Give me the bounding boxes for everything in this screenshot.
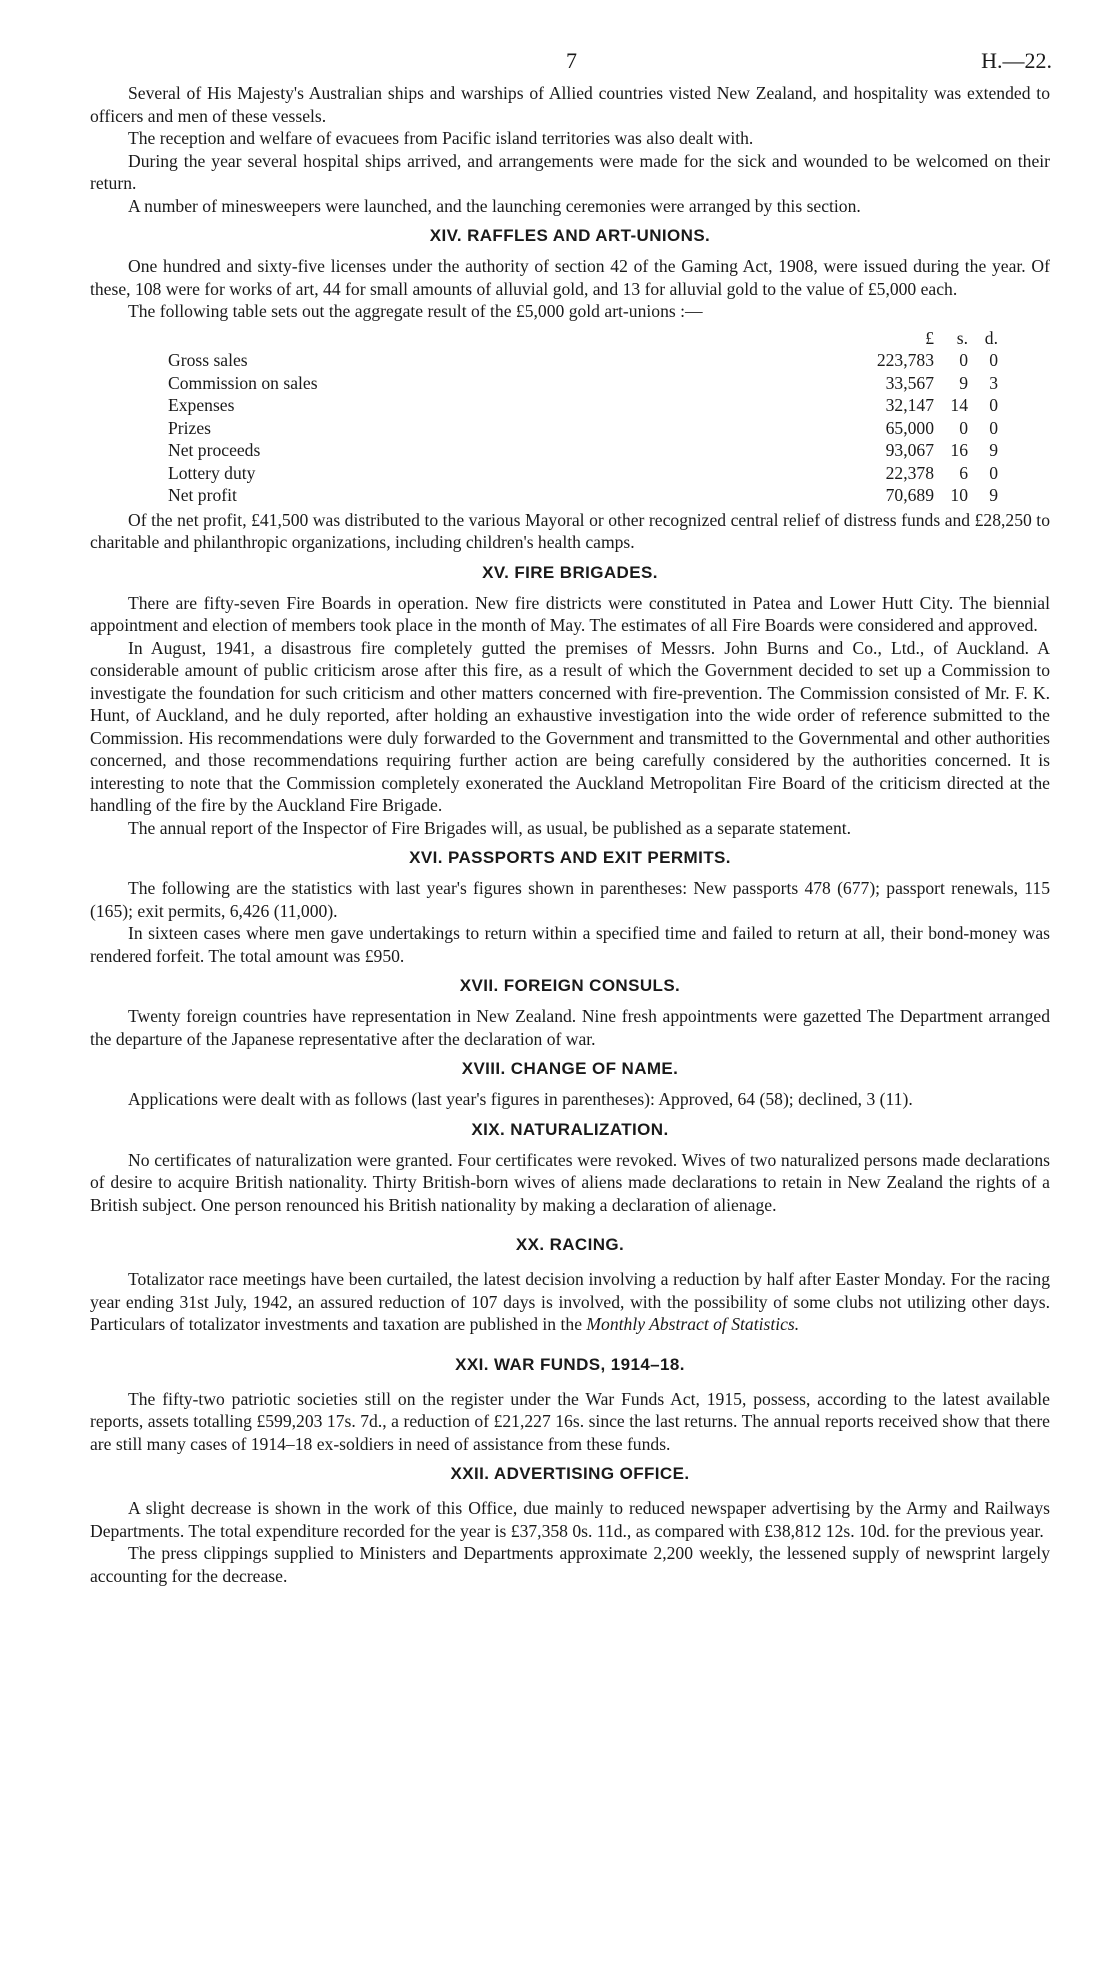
pounds-value: 33,567: [885, 372, 934, 393]
pence-value: 0: [989, 417, 998, 438]
section-heading: XX. RACING.: [515, 1235, 625, 1254]
intro-section: [90, 82, 1050, 217]
pence-value: 0: [989, 462, 998, 483]
paragraph: The fifty-two patriotic societies still on the register under the War Funds Act, 1915, possess, according to the latest available reports, assets totalling £599,203 17s. 7d., a reduction of £21,227 16s. since the last returns. The annual reports received show that there are still many cases of 1914–18 ex-soldiers in need of assistance from these funds.: [90, 1388, 1050, 1454]
pounds-value: 70,689: [885, 485, 934, 505]
intro-paragraph: Several of His Majesty's Australian ships and warships of Allied countries visted New Zealand, and hospitality was extended to officers and men of these vessels.: [90, 83, 1050, 126]
row-label: Commission on sales: [168, 372, 318, 393]
paragraph: The following table sets out the aggregate result of the £5,000 gold art-unions :—: [128, 301, 703, 321]
pounds-value: 93,067: [885, 440, 934, 460]
paragraph: One hundred and sixty-five licenses under the authority of section 42 of the Gaming Act, 1908, were issued during the year. Of these, 108 were for works of art, 44 for small amounts of alluvial gold, and 13 for alluvial gold to the value of £5,000 each.: [90, 256, 1050, 299]
section-heading: XV. FIRE BRIGADES.: [482, 562, 658, 582]
table-row: [168, 394, 998, 417]
shillings-value: 6: [959, 462, 968, 483]
pounds-value: 22,378: [885, 462, 934, 483]
section-heading: XVI. PASSPORTS AND EXIT PERMITS.: [409, 848, 731, 867]
shillings-value: 10: [950, 485, 968, 505]
paragraph: In August, 1941, a disastrous fire completely gutted the premises of Messrs. John Burns and Co., Ltd., of Auckland. A considerable amount of public criticism arose after this fire, as a result of which the Government decided to set up a Commission to investigate the foundation for such criticism and other matters concerned with fire-prevention. The Commission consisted of Mr. F. K. Hunt, of Auckland, and he duly reported, after holding an exhaustive investigation into the wide order of reference submitted to the Commission. His recommendations were duly forwarded to the Government and transmitted to the Governmental and other authorities concerned, and those recommendations requiring further action are being carefully considered by the authorities concerned. It is interesting to note that the Commission completely exonerated the Auckland Metropolitan Fire Board of the criticism directed at the handling of the fire by the Auckland Fire Brigade.: [90, 637, 1050, 815]
table-row: [168, 372, 998, 395]
section-heading: XIV. RAFFLES AND ART-UNIONS.: [429, 226, 711, 245]
table-row: [168, 439, 998, 462]
document-reference: H.—22.: [981, 48, 1052, 73]
intro-paragraph: During the year several hospital ships arrived, and arrangements were made for the sick and wounded to be welcomed on their return.: [90, 150, 1050, 193]
paragraph: In sixteen cases where men gave undertakings to return within a specified time and failed to return at all, their bond-money was rendered forfeit. The total amount was £950.: [90, 923, 1050, 966]
pence-value: 0: [989, 395, 998, 415]
row-label: Gross sales: [168, 350, 248, 370]
row-label: Expenses: [168, 395, 235, 415]
text-run: Totalizator race meetings have been curtailed, the latest decision involving a reduction by half after Easter Monday. For the racing year ending 31st July, 1942, an assured reduction of 107 days is involved, with the possibility of some clubs not utilizing other days. Particulars of totalizator investments and taxation are published in the: [90, 1269, 1050, 1334]
page-header: [90, 48, 1050, 82]
section-heading: XVII. FOREIGN CONSULS.: [459, 976, 681, 995]
pounds-header: £: [925, 327, 934, 348]
shillings-value: 9: [959, 372, 968, 393]
section-war-funds: [90, 1354, 1050, 1456]
table-row: [168, 484, 998, 507]
pence-value: 9: [989, 440, 998, 460]
paragraph: Applications were dealt with as follows (last year's figures in parentheses): Approved, 64 (58); declined, 3 (11).: [128, 1089, 913, 1109]
table-row: [168, 349, 998, 372]
table-row: [168, 462, 998, 485]
section-heading: XVIII. CHANGE OF NAME.: [461, 1059, 679, 1078]
intro-paragraph: A number of minesweepers were launched, and the launching ceremonies were arranged by this section.: [128, 195, 861, 216]
section-heading: XXI. WAR FUNDS, 1914–18.: [455, 1354, 685, 1374]
section-advertising-office: [90, 1463, 1050, 1587]
paragraph: [90, 1268, 1050, 1336]
paragraph: There are fifty-seven Fire Boards in operation. New fire districts were constituted in Patea and Lower Hutt City. The biennial appointment and election of members took place in the month of May. The estimates of all Fire Boards were considered and approved.: [90, 592, 1050, 635]
paragraph: The following are the statistics with last year's figures shown in parentheses: New passports 478 (677); passport renewals, 115 (165); exit permits, 6,426 (11,000).: [90, 878, 1050, 921]
section-passports: [90, 847, 1050, 967]
table-header-row: [168, 327, 998, 350]
paragraph: The annual report of the Inspector of Fire Brigades will, as usual, be published as a separate statement.: [128, 817, 852, 838]
row-label: Net profit: [168, 485, 237, 505]
page-number: 7: [566, 48, 577, 73]
section-naturalization: [90, 1119, 1050, 1217]
shillings-value: 16: [950, 440, 968, 460]
section-fire-brigades: [90, 562, 1050, 840]
intro-paragraph: The reception and welfare of evacuees from Pacific island territories was also dealt with.: [128, 128, 754, 148]
table-row: [168, 417, 998, 440]
section-heading: XIX. NATURALIZATION.: [471, 1119, 669, 1139]
shillings-value: 0: [959, 350, 968, 370]
paragraph: A slight decrease is shown in the work of this Office, due mainly to reduced newspaper advertising by the Army and Railways Departments. The total expenditure recorded for the year is £37,358 0s. 11d., as compared with £38,812 12s. 10d. for the previous year.: [90, 1498, 1050, 1541]
section-change-of-name: [90, 1058, 1050, 1111]
pounds-value: 223,783: [876, 350, 934, 370]
pence-value: 3: [989, 372, 998, 393]
art-union-results-table: [168, 327, 998, 507]
shillings-header: s.: [956, 327, 968, 348]
row-label: Prizes: [168, 417, 211, 438]
paragraph: The press clippings supplied to Ministers and Departments approximate 2,200 weekly, the lessened supply of newsprint largely accounting for the decrease.: [90, 1543, 1050, 1586]
pounds-value: 65,000: [885, 417, 934, 438]
paragraph: No certificates of naturalization were granted. Four certificates were revoked. Wives of two naturalized persons made declarations of desire to acquire British nationality. Thirty British-born wives of aliens made declarations to retain in New Zealand the rights of a British subject. One person renounced his British nationality by making a declaration of alienage.: [90, 1149, 1050, 1215]
pence-value: 0: [989, 350, 998, 370]
paragraph: Twenty foreign countries have representation in New Zealand. Nine fresh appointments were gazetted The Department arranged the departure of the Japanese representative after the declaration of war.: [90, 1006, 1050, 1049]
section-heading: XXII. ADVERTISING OFFICE.: [450, 1464, 690, 1483]
section-foreign-consuls: [90, 975, 1050, 1050]
paragraph: Of the net profit, £41,500 was distributed to the various Mayoral or other recognized central relief of distress funds and £28,250 to charitable and philanthropic organizations, including children's health camps.: [90, 509, 1050, 552]
pence-header: d.: [984, 327, 998, 348]
row-label: Lottery duty: [168, 462, 256, 483]
shillings-value: 14: [950, 395, 968, 415]
publication-title: Monthly Abstract of Statistics.: [586, 1314, 800, 1334]
section-racing: [90, 1234, 1050, 1336]
pence-value: 9: [989, 485, 998, 505]
row-label: Net proceeds: [168, 440, 261, 460]
section-raffles: [90, 225, 1050, 554]
document-page: [90, 48, 1050, 1587]
pounds-value: 32,147: [885, 395, 934, 415]
shillings-value: 0: [959, 417, 968, 438]
